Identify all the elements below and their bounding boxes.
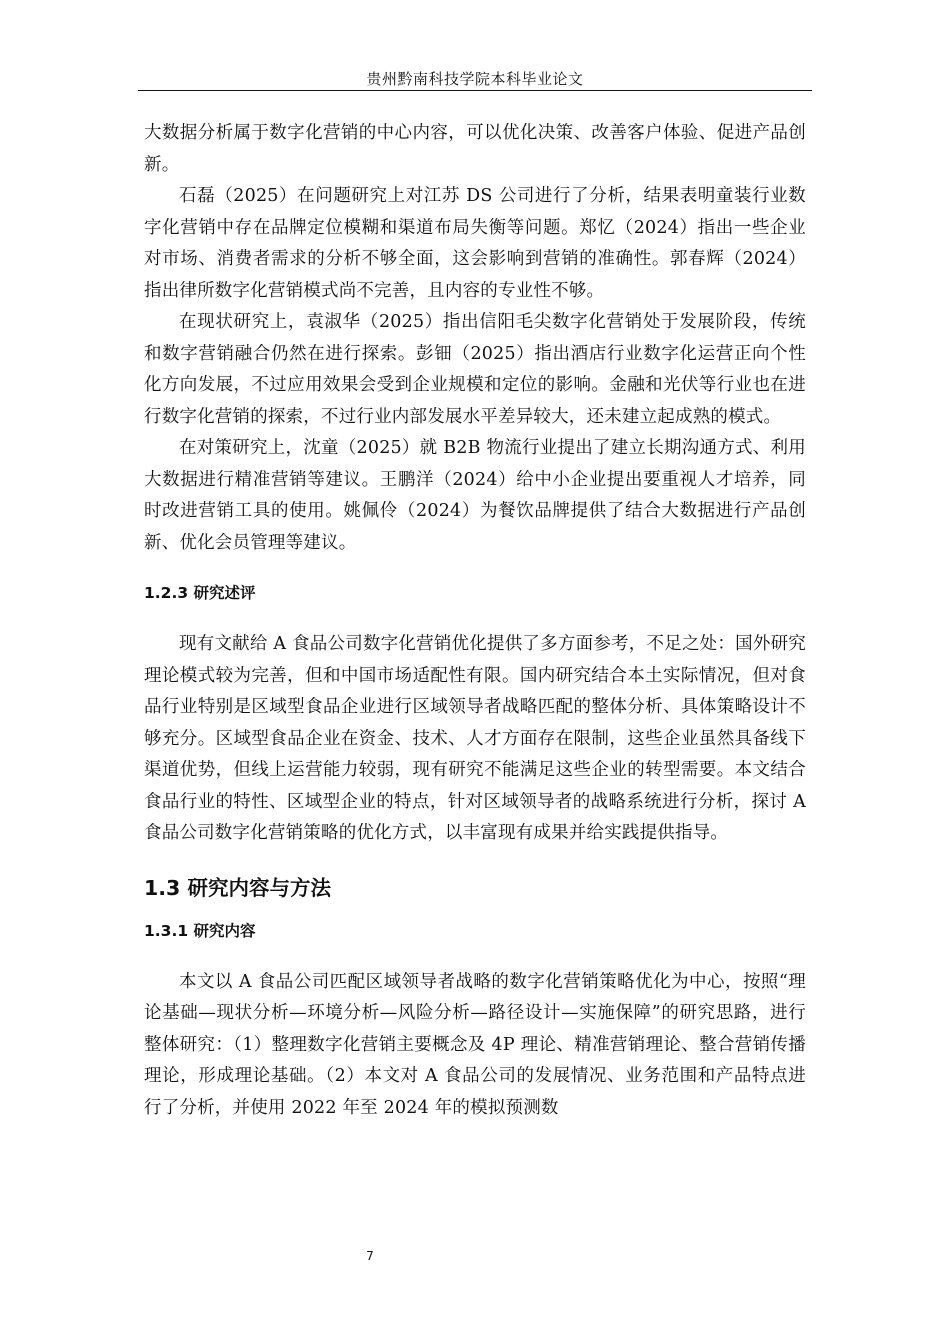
page-number: 7 [366,1249,374,1263]
spacer [144,604,806,629]
heading-1-3: 1.3 研究内容与方法 [144,875,331,900]
paragraph-problem-research: 石磊（2025）在问题研究上对江苏 DS 公司进行了分析，结果表明童装行业数字化营销中存在品牌定位模糊和渠道布局失衡等问题。郑忆（2024）指出一些企业对市场、消费者需求的分析不够全面，这会影响到营销的准确性。郭春辉（2024）指出律所数字化营销模式尚不完善，且内容的专业性不够。 [144,186,806,301]
spacer [144,942,806,967]
paragraph-countermeasure-research: 在对策研究上，沈童（2025）就 B2B 物流行业提出了建立长期沟通方式、利用大数据进行精准营销等建议。王鹏洋（2024）给中小企业提出要重视人才培养，同时改进营销工具的使用。姚佩伶（2024）为餐饮品牌提供了结合大数据进行产品创新、优化会员管理等建议。 [144,438,806,553]
running-header: 贵州黔南科技学院本科毕业论文 [366,70,584,88]
heading-1-3-1: 1.3.1 研究内容 [144,921,256,940]
header-divider [138,90,812,91]
paragraph-research-content: 本文以 A 食品公司匹配区域领导者战略的数字化营销策略优化为中心，按照“理论基础—现状分析—环境分析—风险分析—路径设计—实施保障”的研究思路，进行整体研究：（1）整理数字化营销主要概念及 4P 理论、精准营销理论、整合营销传播理论，形成理论基础。（2）本文对 A 食品公司的发展情况、业务范围和产品特点进行了分析，并使用 2022 年至 2024 年的模拟预测数 [144,971,806,1118]
spacer [144,559,806,582]
heading-1-2-3: 1.2.3 研究述评 [144,584,256,602]
spacer [144,850,806,874]
paragraph-literature-review: 现有文献给 A 食品公司数字化营销优化提供了多方面参考，不足之处：国外研究理论模式较为完善，但和中国市场适配性有限。国内研究结合本土实际情况，但对食品行业特别是区域型食品企业进行区域领导者战略匹配的整体分析、具体策略设计不够充分。区域型食品企业在资金、技术、人才方面存在限制，这些企业虽然具备线下渠道优势，但线上运营能力较弱，现有研究不能满足这些企业的转型需要。本文结合食品行业的特性、区域型企业的特点，针对区域领导者的战略系统进行分析，探讨 A 食品公司数字化营销策略的优化方式，以丰富现有成果并给实践提供指导。 [144,634,806,843]
body-content [144,118,806,1124]
paragraph-status-research: 在现状研究上，袁淑华（2025）指出信阳毛尖数字化营销处于发展阶段，传统和数字营销融合仍然在进行探索。彭钿（2025）指出酒店行业数字化运营正向个性化方向发展，不过应用效果会受到企业规模和定位的影响。金融和光伏等行业也在进行数字化营销的探索，不过行业内部发展水平差异较大，还未建立起成熟的模式。 [144,312,806,427]
paragraph-continuation: 大数据分析属于数字化营销的中心内容，可以优化决策、改善客户体验、促进产品创新。 [144,123,806,175]
spacer [144,902,806,920]
